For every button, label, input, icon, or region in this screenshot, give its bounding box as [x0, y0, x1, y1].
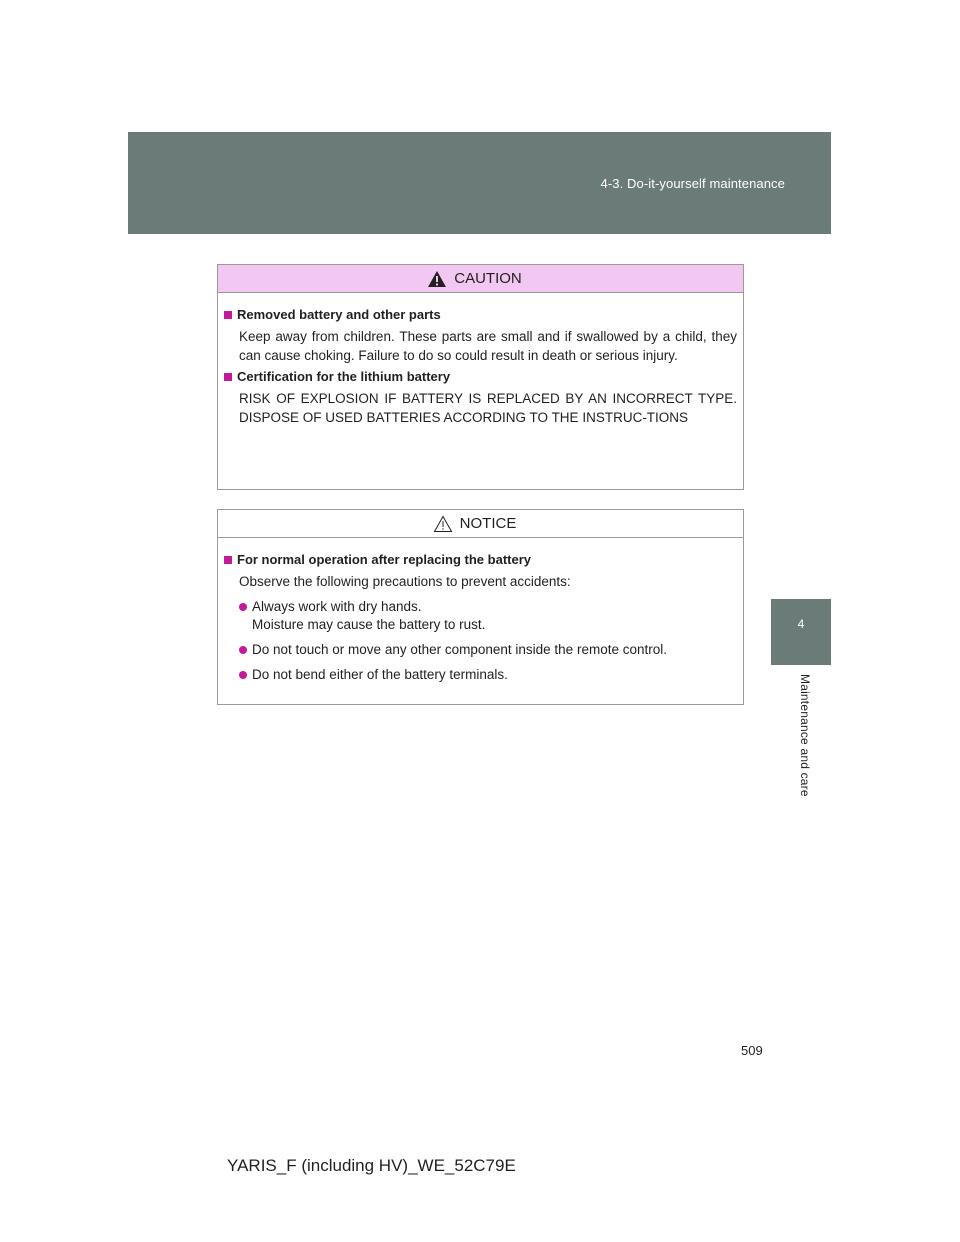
caution-item-text: RISK OF EXPLOSION IF BATTERY IS REPLACED BY AN INCORRECT TYPE. DISPOSE OF USED BATTERIES ACCORDING TO THE INSTRUC-TIONS [239, 391, 737, 425]
notice-title: NOTICE [459, 515, 517, 532]
header-band [128, 132, 831, 234]
round-bullet-icon [239, 671, 247, 679]
square-bullet-icon [224, 311, 232, 319]
square-bullet-icon [224, 373, 232, 381]
notice-bullet-text: Do not bend either of the battery terminals. [252, 667, 508, 682]
notice-bullet [239, 641, 737, 659]
caution-title: CAUTION [454, 270, 522, 287]
caution-item-text: Keep away from children. These parts are small and if swallowed by a child, they can cause choking. Failure to do so could result in death or serious injury. [239, 329, 737, 363]
caution-box [217, 264, 744, 490]
square-bullet-icon [224, 556, 232, 564]
notice-bullet-subtext: Moisture may cause the battery to rust. [252, 617, 486, 632]
document-id: YARIS_F (including HV)_WE_52C79E [227, 1156, 516, 1175]
notice-bullet-text: Do not touch or move any other component inside the remote control. [252, 642, 667, 657]
round-bullet-icon [239, 603, 247, 611]
notice-item-title [223, 552, 737, 567]
notice-bullet [239, 598, 737, 634]
warning-triangle-icon [427, 270, 447, 288]
caution-body [218, 293, 743, 440]
warning-triangle-outline-icon [433, 515, 453, 533]
caution-header [218, 265, 743, 293]
notice-intro: Observe the following precautions to prevent accidents: [239, 574, 571, 589]
chapter-number: 4 [797, 617, 805, 631]
notice-bullet [239, 666, 737, 684]
caution-item-title [223, 307, 737, 322]
caution-item-title-text: Certification for the lithium battery [237, 369, 451, 384]
chapter-tab [771, 599, 831, 665]
section-title: 4-3. Do-it-yourself maintenance [600, 176, 785, 191]
notice-header [218, 510, 743, 538]
round-bullet-icon [239, 646, 247, 654]
chapter-label: Maintenance and care [798, 674, 812, 797]
notice-body [218, 538, 743, 697]
caution-item-title [223, 369, 737, 384]
notice-box [217, 509, 744, 705]
caution-item-title-text: Removed battery and other parts [237, 307, 441, 322]
notice-bullet-text: Always work with dry hands. [252, 599, 422, 614]
page-number: 509 [741, 1043, 763, 1058]
notice-item-title-text: For normal operation after replacing the battery [237, 552, 531, 567]
